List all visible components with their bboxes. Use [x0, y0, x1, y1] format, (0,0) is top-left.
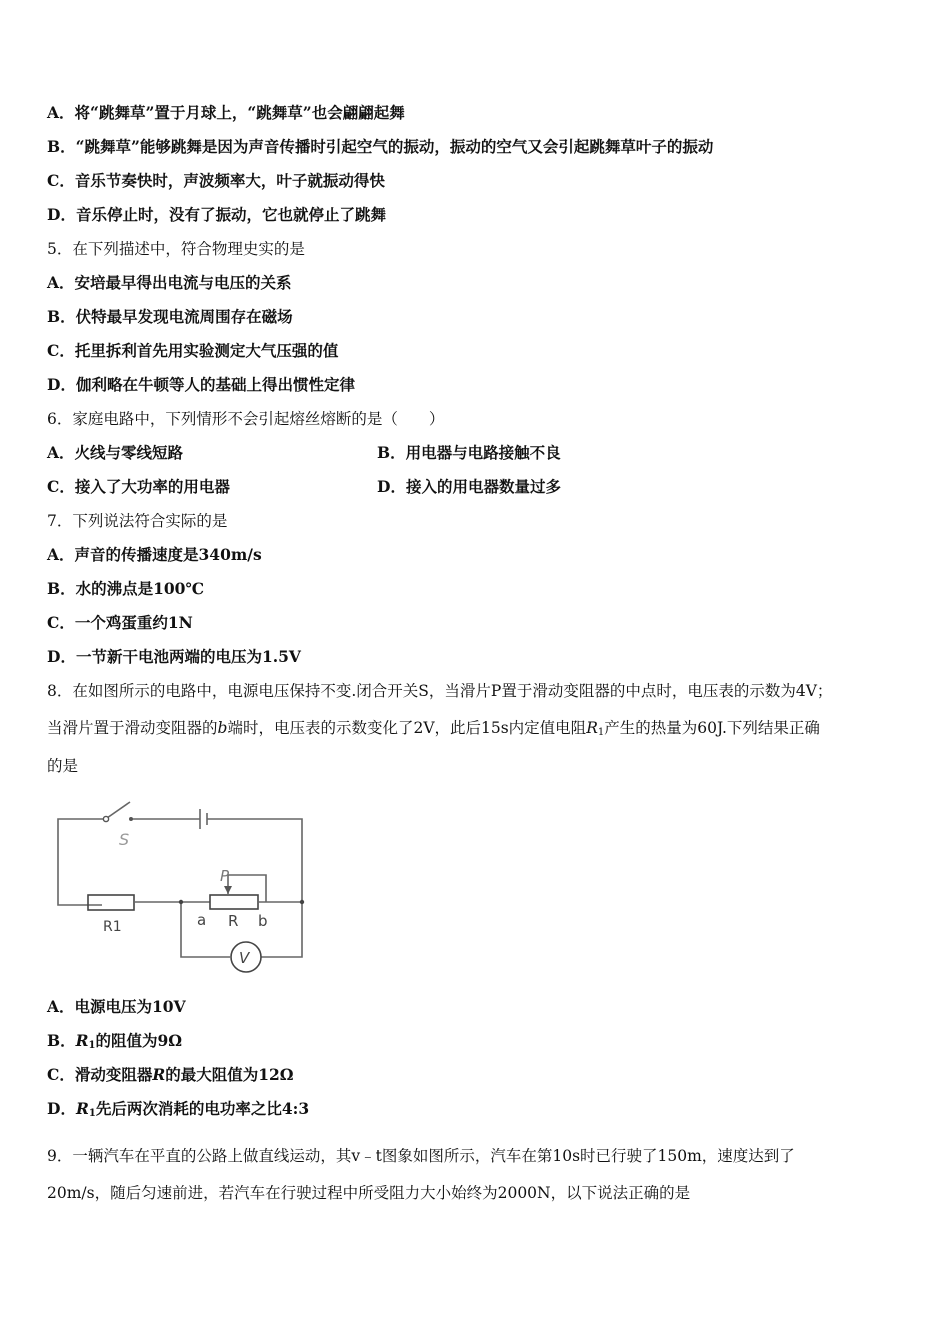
q4-option-d: D．音乐停止时，没有了振动，它也就停止了跳舞 — [47, 205, 386, 224]
q7-option-a: A．声音的传播速度是340m/s — [47, 545, 262, 564]
q8-line2-sub: 1 — [597, 727, 605, 738]
q5-option-b: B．伏特最早发现电流周围存在磁场 — [47, 307, 293, 326]
switch-label: S — [119, 830, 130, 849]
q8-option-d — [47, 1099, 309, 1124]
q7-option-b: B．水的沸点是100℃ — [47, 579, 205, 598]
q5-option-a: A．安培最早得出电流与电压的关系 — [47, 273, 292, 292]
q4-option-c: C．音乐节奏快时，声波频率大，叶子就振动得快 — [47, 171, 385, 190]
voltmeter-label: V — [239, 949, 250, 967]
q5-stem: 5．在下列描述中，符合物理史实的是 — [47, 240, 305, 258]
slider-label: P — [220, 867, 230, 885]
terminal-b-label: b — [258, 912, 268, 930]
wire-top-right — [207, 819, 302, 901]
q6-option-a: A．火线与零线短路 — [47, 443, 184, 462]
q8-line2-d: 产生的热量为60J.下列结果正确 — [604, 719, 820, 737]
q8-line2-a: 当滑片置于滑动变阻器的 — [47, 719, 218, 737]
q8-option-b — [47, 1031, 182, 1056]
q6-option-d: D．接入的用电器数量过多 — [377, 477, 561, 496]
q8-c-r: R — [152, 1065, 166, 1084]
switch-contact — [129, 817, 133, 821]
q8-b-sub: 1 — [88, 1040, 96, 1051]
q8-d-r: R — [75, 1099, 89, 1118]
q8-line2-b: b — [217, 719, 228, 737]
q6-option-c: C．接入了大功率的用电器 — [47, 477, 230, 496]
q7-stem: 7．下列说法符合实际的是 — [47, 512, 228, 530]
junction-right — [300, 900, 304, 904]
q7-option-c: C．一个鸡蛋重约1N — [47, 613, 193, 632]
q8-d-post: 先后两次消耗的电功率之比4:3 — [95, 1099, 310, 1118]
q8-b-r: R — [75, 1031, 89, 1050]
wire-top-left — [58, 819, 105, 905]
q8-b-post: 的阻值为9Ω — [95, 1031, 183, 1050]
q6-stem: 6．家庭电路中，下列情形不会引起熔丝熔断的是（ ） — [47, 410, 445, 428]
q5-option-c: C．托里拆利首先用实验测定大气压强的值 — [47, 341, 339, 360]
q8-option-c — [47, 1065, 294, 1085]
q9-stem-line2: 20m/s，随后匀速前进，若汽车在行驶过程中所受阻力大小始终为2000N，以下说法正确的是 — [47, 1184, 691, 1202]
switch-blade — [107, 802, 130, 818]
q8-b-pre: B． — [47, 1031, 76, 1050]
q8-option-a: A．电源电压为10V — [47, 997, 186, 1016]
q8-stem-line1: 8．在如图所示的电路中，电源电压保持不变.闭合开关S，当滑片P置于滑动变阻器的中点时，电压表的示数为4V； — [47, 682, 833, 700]
switch-pivot — [103, 816, 108, 821]
q8-c-post: 的最大阻值为12Ω — [165, 1065, 294, 1084]
q8-stem-line3: 的是 — [47, 757, 79, 775]
q8-line2-c: 端时，电压表的示数变化了2V，此后15s内定值电阻 — [227, 719, 587, 737]
circuit-diagram — [50, 795, 315, 975]
q4-option-a: A．将“跳舞草”置于月球上，“跳舞草”也会翩翩起舞 — [47, 103, 405, 122]
r1-label: R1 — [103, 919, 122, 935]
q7-option-d: D．一节新干电池两端的电压为1.5V — [47, 647, 301, 666]
q8-c-pre: C．滑动变阻器 — [47, 1065, 153, 1084]
q6-option-b: B．用电器与电路接触不良 — [377, 443, 561, 462]
rheostat-label: R — [228, 912, 239, 930]
junction-left — [179, 900, 183, 904]
q4-option-b: B．“跳舞草”能够跳舞是因为声音传播时引起空气的振动，振动的空气又会引起跳舞草叶子的振动 — [47, 137, 714, 156]
q9-stem-line1: 9．一辆汽车在平直的公路上做直线运动，其v﹣t图象如图所示，汽车在第10s时已行驶了150m，速度达到了 — [47, 1147, 795, 1165]
q8-stem-line2 — [47, 718, 820, 743]
q8-d-pre: D． — [47, 1099, 76, 1118]
terminal-a-label: a — [197, 911, 207, 929]
r1-resistor — [88, 895, 134, 910]
q8-line2-r: R — [586, 719, 598, 737]
q8-d-sub: 1 — [88, 1108, 96, 1119]
q5-option-d: D．伽利略在牛顿等人的基础上得出惯性定律 — [47, 375, 355, 394]
slider-wire — [228, 875, 266, 902]
rheostat-resistor — [210, 895, 258, 909]
slider-arrow — [224, 886, 232, 894]
